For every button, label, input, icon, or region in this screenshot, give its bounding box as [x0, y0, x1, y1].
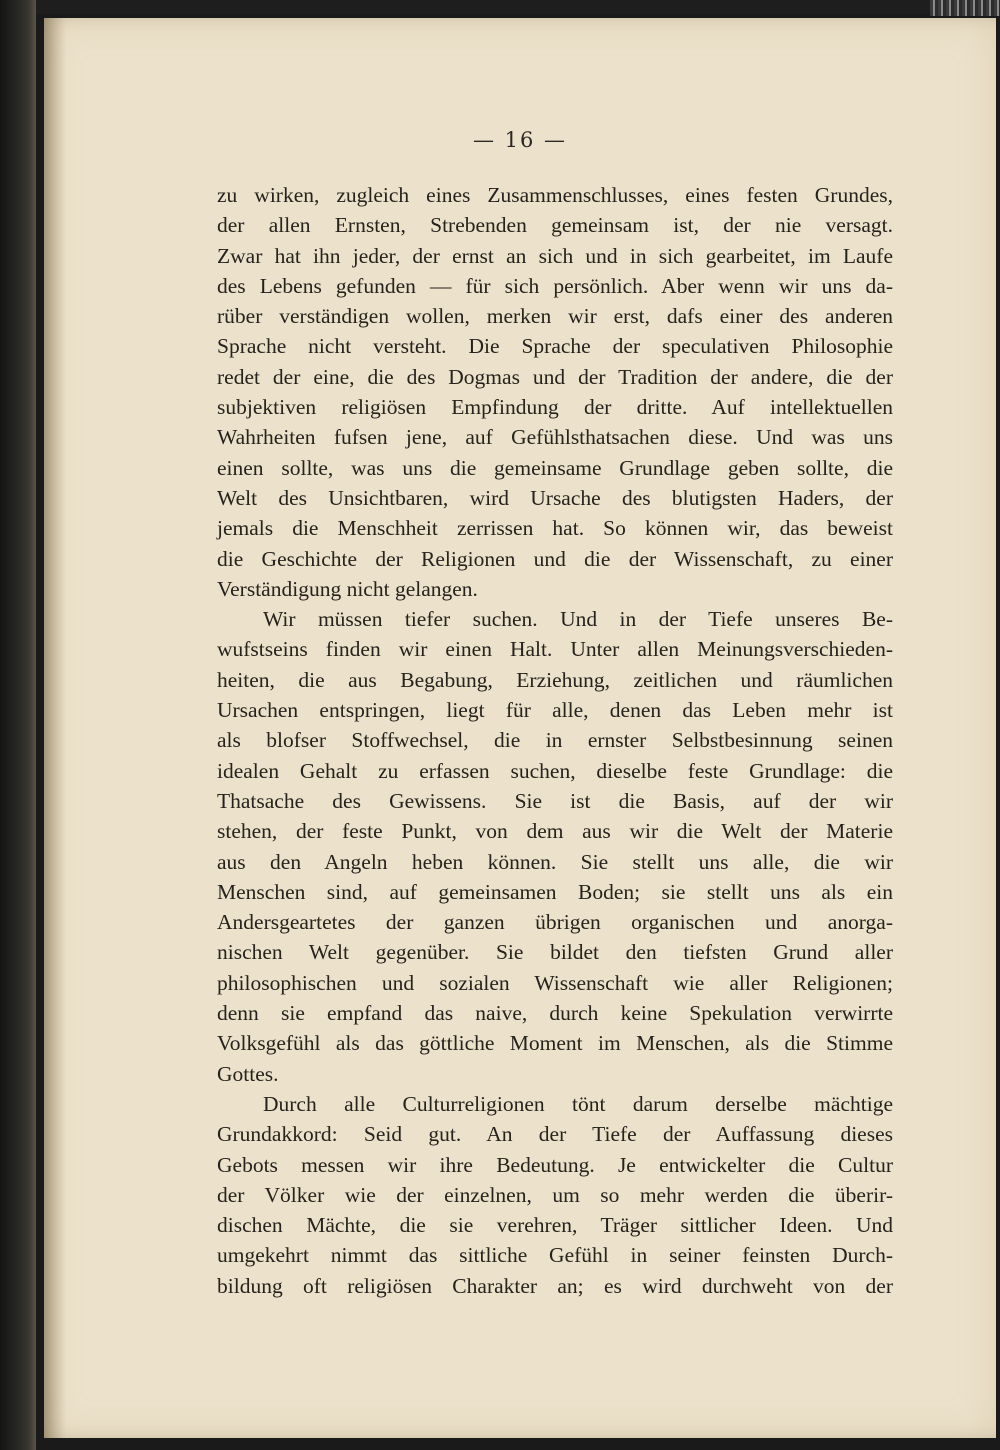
text-line: Wir müssen tiefer suchen. Und in der Tiefe unseres Be-	[263, 607, 893, 632]
text-line: Welt des Unsichtbaren, wird Ursache des blutigsten Haders, der	[217, 485, 893, 510]
text-line: Gebots messen wir ihre Bedeutung. Je entwickelter die Cultur	[217, 1152, 893, 1177]
text-line: denn sie empfand das naive, durch keine Spekulation verwirrte	[217, 1001, 893, 1026]
text-line: Thatsache des Gewissens. Sie ist die Basis, auf der wir	[217, 788, 893, 813]
text-line: des Lebens gefunden — für sich persönlich. Aber wenn wir uns da-	[217, 273, 893, 298]
scan-top-edge	[0, 0, 1000, 14]
paper-page	[44, 18, 996, 1438]
text-line: Menschen sind, auf gemeinsamen Boden; sie stellt uns als ein	[217, 879, 893, 904]
text-line: stehen, der feste Punkt, von dem aus wir die Welt der Materie	[217, 819, 893, 844]
gutter-shadow	[44, 18, 66, 1438]
text-line: subjektiven religiösen Empfindung der dritte. Auf intellektuellen	[217, 395, 893, 420]
text-line: der Völker wie der einzelnen, um so mehr werden die überir-	[217, 1182, 893, 1207]
book-binding-edge	[0, 0, 36, 1450]
text-line: dischen Mächte, die sie verehren, Träger sittlicher Ideen. Und	[217, 1213, 893, 1238]
text-line: Andersgeartetes der ganzen übrigen organischen und anorga-	[217, 910, 893, 935]
text-line: der allen Ernsten, Strebenden gemeinsam ist, der nie versagt.	[217, 213, 893, 238]
text-line: Ursachen entspringen, liegt für alle, denen das Leben mehr ist	[217, 698, 893, 723]
page-number: — 16 —	[472, 128, 568, 152]
body-text	[217, 180, 893, 1301]
text-line: einen sollte, was uns die gemeinsame Grundlage geben sollte, die	[217, 455, 893, 480]
text-line: bildung oft religiösen Charakter an; es wird durchweht von der	[217, 1273, 893, 1298]
text-line: nischen Welt gegenüber. Sie bildet den tiefsten Grund aller	[217, 940, 893, 965]
text-line: philosophischen und sozialen Wissenschaft wie aller Religionen;	[217, 970, 893, 995]
text-line: redet der eine, die des Dogmas und der Tradition der andere, die der	[217, 364, 893, 389]
text-line: als blofser Stoffwechsel, die in ernster Selbstbesinnung seinen	[217, 728, 893, 753]
text-line: Volksgefühl als das göttliche Moment im Menschen, als die Stimme	[217, 1031, 893, 1056]
text-line: Grundakkord: Seid gut. An der Tiefe der Auffassung dieses	[217, 1122, 893, 1147]
scan-corner-strip	[930, 0, 1000, 16]
text-line: rüber verständigen wollen, merken wir erst, dafs einer des anderen	[217, 304, 893, 329]
text-line: heiten, die aus Begabung, Erziehung, zeitlichen und räumlichen	[217, 667, 893, 692]
text-line: Wahrheiten fufsen jene, auf Gefühlsthatsachen diese. Und was uns	[217, 425, 893, 450]
text-line: idealen Gehalt zu erfassen suchen, dieselbe feste Grundlage: die	[217, 758, 893, 783]
text-line: aus den Angeln heben können. Sie stellt uns alle, die wir	[217, 849, 893, 874]
text-line: Sprache nicht versteht. Die Sprache der speculativen Philosophie	[217, 334, 893, 359]
text-line: zu wirken, zugleich eines Zusammenschlusses, eines festen Grundes,	[217, 183, 893, 207]
text-line: Durch alle Culturreligionen tönt darum derselbe mächtige	[263, 1091, 893, 1116]
text-line: jemals die Menschheit zerrissen hat. So können wir, das beweist	[217, 516, 893, 541]
text-line: Gottes.	[217, 1061, 279, 1086]
text-line: wufstseins finden wir einen Halt. Unter allen Meinungsverschieden-	[217, 637, 893, 662]
text-line: umgekehrt nimmt das sittliche Gefühl in seiner feinsten Durch-	[217, 1243, 893, 1268]
text-line: die Geschichte der Religionen und die der Wissenschaft, zu einer	[217, 546, 893, 571]
text-line: Zwar hat ihn jeder, der ernst an sich und in sich gearbeitet, im Laufe	[217, 243, 893, 268]
text-line: Verständigung nicht gelangen.	[217, 576, 478, 601]
